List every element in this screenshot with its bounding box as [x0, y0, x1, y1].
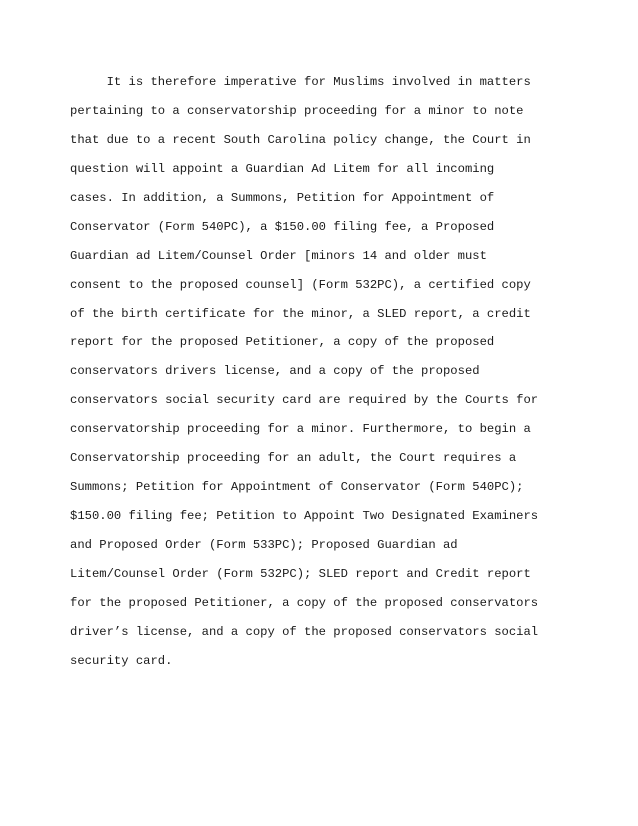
paragraph-line: conservators social security card are required by the Courts for	[70, 393, 539, 408]
body-paragraph	[70, 68, 570, 676]
paragraph-line: of the birth certificate for the minor, a SLED report, a credit	[70, 306, 531, 321]
paragraph-line: question will appoint a Guardian Ad Litem for all incoming	[70, 161, 495, 176]
paragraph-line: $150.00 filing fee; Petition to Appoint Two Designated Examiners	[70, 509, 539, 524]
paragraph-line: cases. In addition, a Summons, Petition for Appointment of	[70, 190, 495, 205]
paragraph-line: Guardian ad Litem/Counsel Order [minors 14 and older must	[70, 248, 487, 263]
paragraph-line: Litem/Counsel Order (Form 532PC); SLED report and Credit report	[70, 566, 531, 581]
paragraph-line: It is therefore imperative for Muslims involved in matters	[70, 75, 531, 89]
paragraph-line: security card.	[70, 653, 173, 668]
paragraph-line: driver’s license, and a copy of the proposed conservators social	[70, 624, 539, 639]
paragraph-line: report for the proposed Petitioner, a copy of the proposed	[70, 335, 495, 350]
paragraph-line: conservators drivers license, and a copy of the proposed	[70, 364, 480, 379]
paragraph-line: Conservatorship proceeding for an adult, the Court requires a	[70, 451, 517, 466]
paragraph-line: pertaining to a conservatorship proceeding for a minor to note	[70, 103, 524, 118]
paragraph-line: Conservator (Form 540PC), a $150.00 filing fee, a Proposed	[70, 219, 495, 234]
paragraph-line: Summons; Petition for Appointment of Conservator (Form 540PC);	[70, 480, 524, 495]
paragraph-line: consent to the proposed counsel] (Form 532PC), a certified copy	[70, 277, 531, 292]
paragraph-line: that due to a recent South Carolina policy change, the Court in	[70, 132, 531, 147]
paragraph-line: for the proposed Petitioner, a copy of the proposed conservators	[70, 595, 539, 610]
paragraph-line: conservatorship proceeding for a minor. Furthermore, to begin a	[70, 422, 531, 437]
paragraph-line: and Proposed Order (Form 533PC); Proposed Guardian ad	[70, 538, 458, 552]
